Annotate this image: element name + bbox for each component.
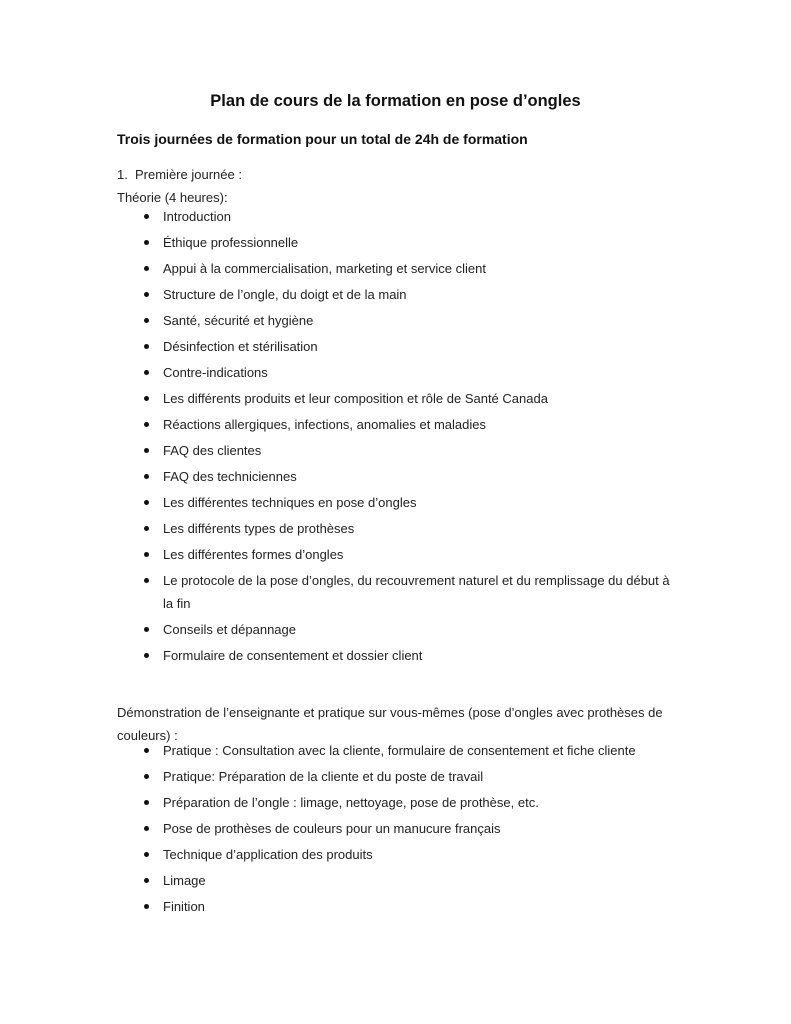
bullet-icon — [144, 318, 149, 323]
bullet-icon — [144, 904, 149, 909]
list-item — [117, 491, 677, 514]
bullet-icon — [144, 422, 149, 427]
list-item-text: Finition — [163, 899, 205, 914]
list-item-text: Limage — [163, 873, 206, 888]
bullet-icon — [144, 526, 149, 531]
list-item — [117, 895, 677, 918]
list-item — [117, 843, 677, 866]
list-item-text: FAQ des clientes — [163, 443, 262, 458]
list-item — [117, 361, 677, 384]
bullet-icon — [144, 774, 149, 779]
bullet-icon — [144, 878, 149, 883]
bullet-icon — [144, 500, 149, 505]
list-item-text: Introduction — [163, 209, 231, 224]
list-item — [117, 413, 677, 436]
list-item-text: Conseils et dépannage — [163, 622, 296, 637]
list-item — [117, 739, 677, 762]
list-item-text: Désinfection et stérilisation — [163, 339, 318, 354]
bullet-icon — [144, 748, 149, 753]
bullet-icon — [144, 653, 149, 658]
list-item-text: Le protocole de la pose d’ongles, du recouvrement naturel et du remplissage du début à la fin — [163, 573, 670, 611]
list-item — [117, 439, 677, 462]
day-number: 1. — [117, 167, 128, 182]
list-item — [117, 387, 677, 410]
bullet-icon — [144, 448, 149, 453]
bullet-icon — [144, 266, 149, 271]
list-item — [117, 517, 677, 540]
list-item-text: Pose de prothèses de couleurs pour un manucure français — [163, 821, 501, 836]
demo-list — [117, 739, 677, 921]
list-item-text: Pratique: Préparation de la cliente et du poste de travail — [163, 769, 484, 784]
list-item-text: Technique d’application des produits — [163, 847, 373, 862]
list-item — [117, 644, 677, 667]
list-item — [117, 765, 677, 788]
bullet-icon — [144, 800, 149, 805]
list-item-text: Appui à la commercialisation, marketing et service client — [163, 261, 486, 276]
list-item — [117, 257, 677, 280]
list-item-text: Les différentes formes d’ongles — [163, 547, 344, 562]
list-item — [117, 569, 677, 615]
list-item-text: Les différents types de prothèses — [163, 521, 355, 536]
list-item — [117, 791, 677, 814]
list-item — [117, 231, 677, 254]
bullet-icon — [144, 214, 149, 219]
list-item-text: Réactions allergiques, infections, anomalies et maladies — [163, 417, 487, 432]
list-item-text: Éthique professionnelle — [163, 235, 299, 250]
day-label: Première journée : — [135, 167, 242, 182]
list-item — [117, 283, 677, 306]
bullet-icon — [144, 852, 149, 857]
bullet-icon — [144, 552, 149, 557]
theory-heading: Théorie (4 heures): — [117, 190, 228, 205]
list-item — [117, 205, 677, 228]
list-item-text: Préparation de l’ongle : limage, nettoyage, pose de prothèse, etc. — [163, 795, 539, 810]
document-subtitle: Trois journées de formation pour un total de 24h de formation — [117, 131, 528, 147]
bullet-icon — [144, 292, 149, 297]
document-title: Plan de cours de la formation en pose d’ongles — [210, 92, 581, 110]
list-item-text: Santé, sécurité et hygiène — [163, 313, 314, 328]
list-item — [117, 618, 677, 641]
list-item — [117, 869, 677, 892]
list-item-text: Contre-indications — [163, 365, 268, 380]
bullet-icon — [144, 627, 149, 632]
list-item — [117, 817, 677, 840]
list-item-text: Structure de l’ongle, du doigt et de la main — [163, 287, 407, 302]
bullet-icon — [144, 474, 149, 479]
list-item — [117, 335, 677, 358]
theory-list — [117, 205, 677, 670]
list-item — [117, 465, 677, 488]
list-item-text: Formulaire de consentement et dossier client — [163, 648, 423, 663]
list-item — [117, 309, 677, 332]
bullet-icon — [144, 826, 149, 831]
list-item — [117, 543, 677, 566]
list-item-text: Les différents produits et leur composition et rôle de Santé Canada — [163, 391, 548, 406]
bullet-icon — [144, 240, 149, 245]
day-heading — [117, 167, 242, 182]
list-item-text: Pratique : Consultation avec la cliente, formulaire de consentement et fiche cliente — [163, 743, 636, 758]
list-item-text: Les différentes techniques en pose d’ongles — [163, 495, 417, 510]
list-item-text: FAQ des techniciennes — [163, 469, 297, 484]
bullet-icon — [144, 344, 149, 349]
demo-heading: Démonstration de l’enseignante et pratique sur vous-mêmes (pose d’ongles avec prothèses de couleurs) : — [117, 705, 663, 743]
bullet-icon — [144, 396, 149, 401]
bullet-icon — [144, 578, 149, 583]
bullet-icon — [144, 370, 149, 375]
